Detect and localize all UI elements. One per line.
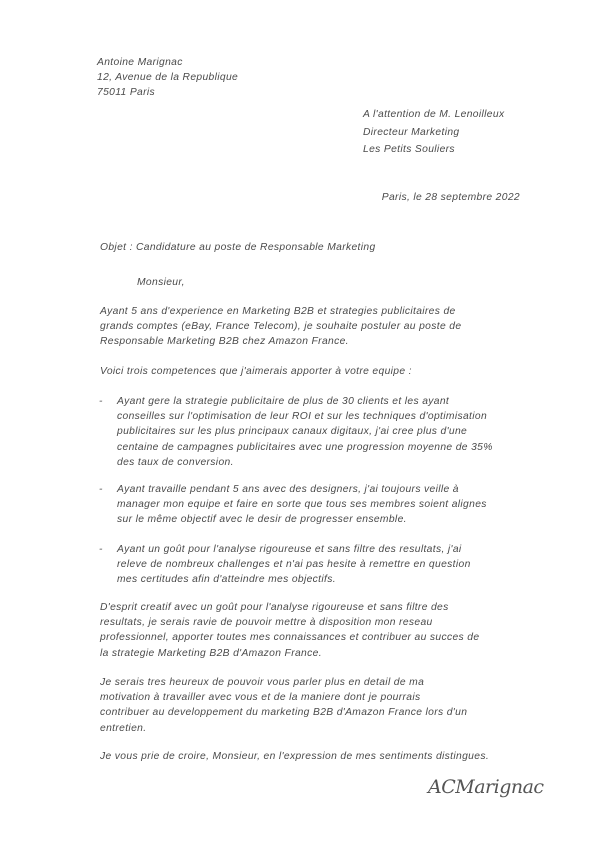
text-line: Ayant travaille pendant 5 ans avec des designers, j'ai toujours veille à — [117, 484, 459, 495]
letter-subject: Objet : Candidature au poste de Responsable Marketing — [100, 242, 376, 253]
text-line: sur le même objectif avec le desir de progresser ensemble. — [117, 514, 407, 526]
text-line: contribuer au developpement du marketing B2B d'Amazon France lors d'un — [100, 707, 468, 719]
letter-date: Paris, le 28 septembre 2022 — [381, 192, 520, 203]
bullet-dash: - — [99, 544, 103, 555]
text-line: conseilles sur l'optimisation de leur ROI et sur les techniques d'optimisation — [117, 411, 488, 423]
text-line: resultats, je serais ravie de pouvoir mettre à disposition mon reseau — [100, 617, 433, 629]
sender-city: 75011 Paris — [97, 87, 156, 99]
text-line: Responsable Marketing B2B chez Amazon France. — [100, 336, 349, 348]
text-line: D'esprit creatif avec un goût pour l'analyse rigoureuse et sans filtre des — [100, 602, 449, 613]
text-line: Je serais tres heureux de pouvoir vous parler plus en detail de ma — [100, 677, 425, 688]
text-line: mes certitudes afin d'atteindre mes objectifs. — [117, 574, 336, 586]
skills-intro: Voici trois competences que j'aimerais apporter à votre equipe : — [100, 366, 412, 377]
interview-paragraph — [100, 675, 467, 736]
text-line: la strategie Marketing B2B d'Amazon France. — [100, 647, 322, 659]
skill-bullet-3 — [99, 542, 471, 588]
text-line: releve de nombreux challenges et n'ai pas hesite à remettre en question — [117, 559, 471, 571]
bullet-dash: - — [99, 484, 103, 495]
text-line: des taux de conversion. — [117, 456, 234, 468]
text-line: motivation à travailler avec vous et de la maniere dont je pourrais — [100, 692, 421, 704]
text-line: Ayant un goût pour l'analyse rigoureuse et sans filtre des resultats, j'ai — [117, 544, 462, 555]
skill-bullet-1 — [99, 394, 493, 470]
signature: ACMarignac — [428, 776, 544, 798]
text-line: entretien. — [100, 722, 147, 734]
intro-paragraph — [100, 304, 461, 350]
sender-street: 12, Avenue de la Republique — [97, 72, 239, 84]
text-line: manager mon equipe et faire en sorte que tous ses membres soient alignes — [117, 499, 487, 511]
text-line: grands comptes (eBay, France Telecom), je souhaite postuler au poste de — [100, 321, 462, 333]
recipient-address — [363, 106, 504, 159]
spirit-paragraph — [100, 600, 479, 661]
recipient-attention: A l'attention de M. Lenoilleux — [363, 109, 505, 120]
sender-address — [97, 55, 238, 101]
salutation: Monsieur, — [137, 277, 185, 288]
sender-name: Antoine Marignac — [97, 57, 183, 68]
closing-formula: Je vous prie de croire, Monsieur, en l'expression de mes sentiments distingues. — [100, 751, 490, 762]
recipient-company: Les Petits Souliers — [363, 144, 455, 155]
recipient-title: Directeur Marketing — [363, 126, 460, 138]
text-line: publicitaires sur les plus principaux canaux digitaux, j'ai cree plus d'une — [117, 426, 468, 438]
text-line: Ayant 5 ans d'experience en Marketing B2B et strategies publicitaires de — [100, 306, 456, 317]
skill-bullet-2 — [99, 482, 487, 528]
text-line: centaine de campagnes publicitaires avec une progression moyenne de 35% — [117, 441, 493, 453]
bullet-dash: - — [99, 396, 103, 407]
text-line: professionnel, apporter toutes mes connaissances et contribuer au succes de — [100, 632, 480, 644]
text-line: Ayant gere la strategie publicitaire de plus de 30 clients et les ayant — [117, 396, 450, 407]
